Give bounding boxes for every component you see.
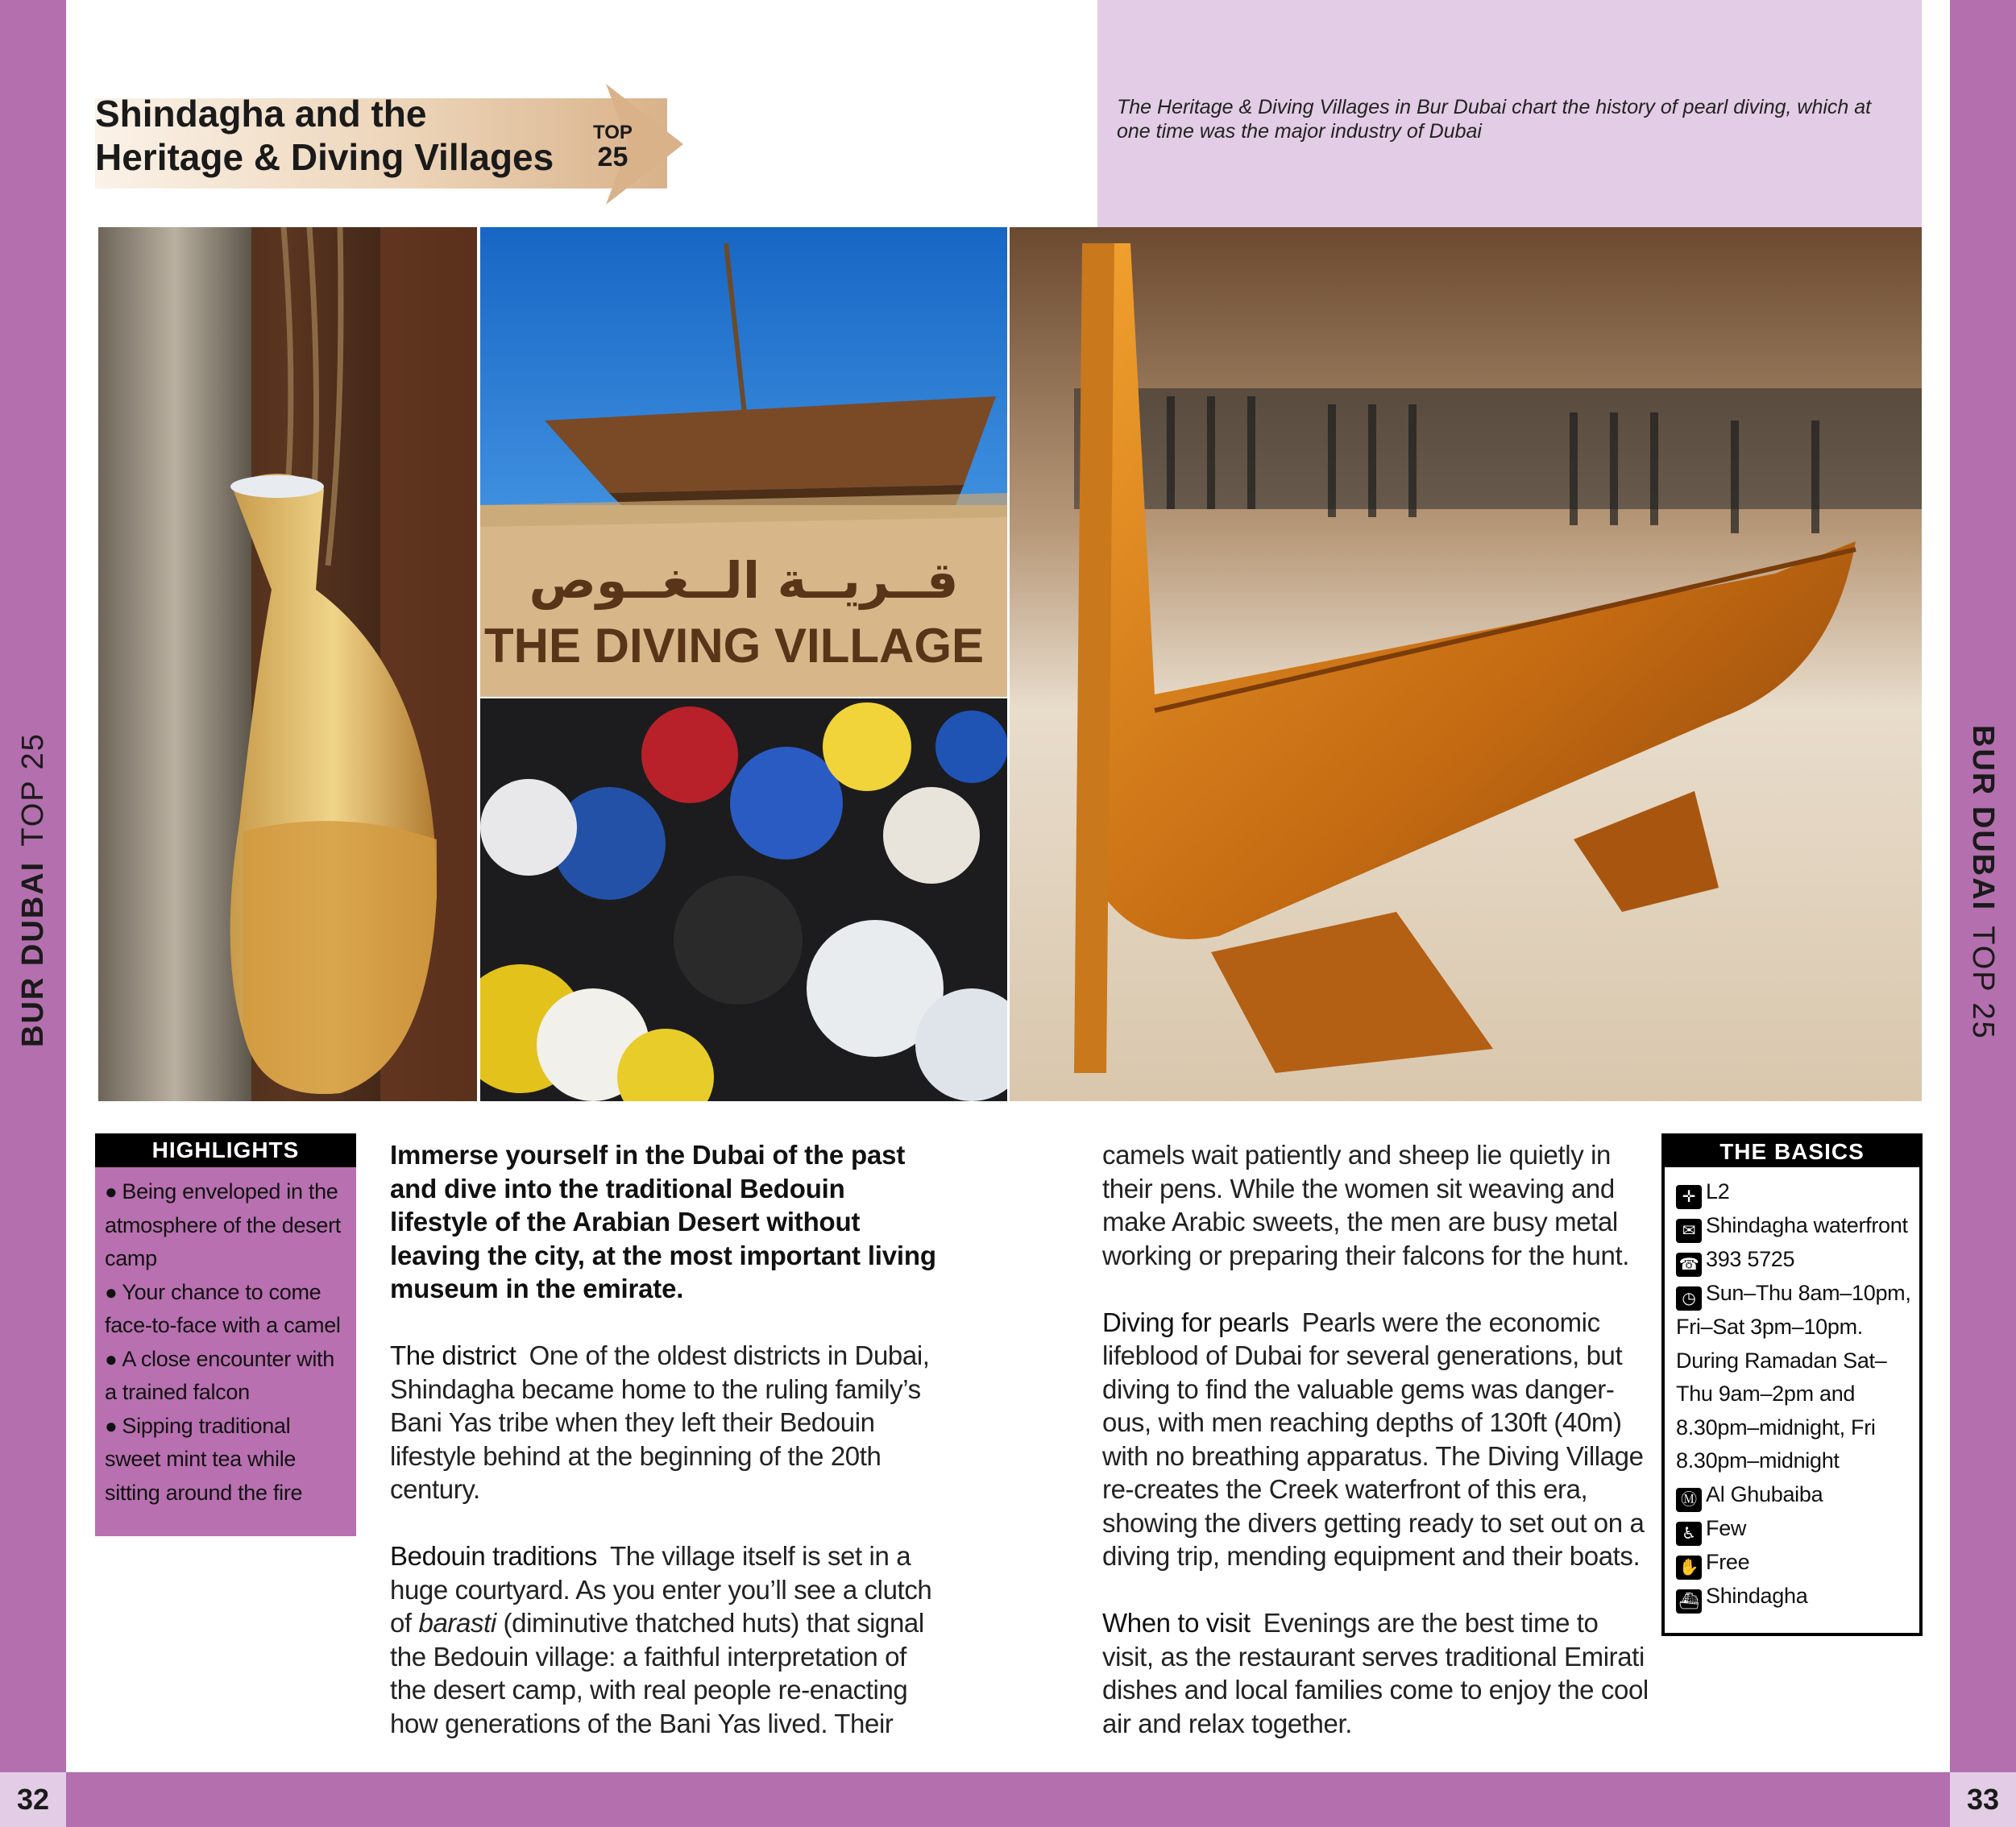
side-label-left-light: TOP 25 (16, 732, 50, 847)
bottom-bar (0, 1772, 2016, 1827)
wheelchair-icon: ♿ (1676, 1522, 1702, 1546)
pearls-body: Pearls were the economic lifeblood of Dubai for several generations, but diving to find the valuable gems was danger-ous, with men reaching depths of 130ft (40m) with no breathing apparatus. The Diving Village re-creates the Creek waterfront of this era, showing the divers getting ready to set out on a diving trip, mending equipment and their boats. (1102, 1307, 1645, 1571)
side-label-left (16, 732, 51, 1047)
basics-item-address (1676, 1209, 1913, 1243)
metro-icon: Ⓜ (1676, 1488, 1702, 1512)
highlights-list (95, 1167, 356, 1510)
article-district (390, 1339, 938, 1506)
pearls-subheading: Diving for pearls (1102, 1307, 1289, 1337)
page-title-line1: Shindagha and the (95, 93, 427, 135)
highlights-heading: HIGHLIGHTS (95, 1133, 356, 1167)
sign-arabic-text: قــريــة الــغــوص (529, 551, 959, 610)
article-lead: Immerse yourself in the Dubai of the past and dive into the traditional Bedouin lifestyle of the Arabian Desert without leaving the city, at the most important living museum in the emirate. (390, 1140, 936, 1303)
highlight-item (105, 1343, 348, 1410)
sign-english-text: THE DIVING VILLAGE (483, 619, 985, 673)
bedouin-body-1: The village itself is set in a huge courtyard. As you enter you’ll see a clutch of (390, 1541, 932, 1638)
article-bedouin (390, 1539, 938, 1740)
basics-item-metro (1676, 1478, 1913, 1512)
top25-badge-top: TOP (593, 122, 633, 143)
basics-heading: THE BASICS (1665, 1137, 1919, 1167)
highlight-item (105, 1175, 348, 1276)
bullet-icon: ● (105, 1279, 118, 1304)
highlight-item (105, 1276, 348, 1343)
basics-item-text: Al Ghubaiba (1706, 1481, 1823, 1506)
highlights-box (95, 1133, 356, 1536)
page-title-line2: Heritage & Diving Villages (95, 136, 554, 178)
bedouin-italic-term: barasti (418, 1608, 496, 1638)
basics-item-text: Sun–Thu 8am–10pm, Fri–Sat 3pm–10pm. During Ramadan Sat–Thu 9am–2pm and 8.30pm–midnight, Fri 8.30pm–midnight (1676, 1281, 1911, 1473)
side-label-left-bold: BUR DUBAI (16, 860, 50, 1047)
photo-diving-village-sign (480, 227, 1007, 697)
bullet-icon: ● (105, 1413, 118, 1438)
phone-icon: ☎ (1676, 1253, 1702, 1277)
basics-item-text: Free (1706, 1549, 1750, 1574)
basics-item-hours (1676, 1277, 1913, 1478)
basics-box (1661, 1133, 1923, 1636)
visit-body: Evenings are the best time to visit, as the restaurant serves traditional Emirati dishes and local families come to enjoy the cool air and relax together. (1102, 1608, 1649, 1738)
side-label-right-light: TOP 25 (1966, 926, 2000, 1040)
basics-item-phone (1676, 1243, 1913, 1277)
basics-item-text: Shindagha (1706, 1583, 1808, 1608)
top25-badge-number: 25 (597, 142, 628, 172)
article-column-2 (1102, 1138, 1650, 1740)
photo-wooden-boat (1010, 227, 1922, 1101)
side-label-right (1965, 725, 2000, 1040)
basics-item-text: Few (1706, 1515, 1747, 1540)
bedouin-body-2: (diminutive thatched huts) that signal the Bedouin village: a faithful interpretation of the desert camp, with real people re-enacting how generations of the Bani Yas lived. Their (390, 1608, 924, 1738)
bullet-icon: ● (105, 1179, 118, 1204)
article-column-1 (390, 1138, 938, 1740)
highlight-item-text: A close encounter with a trained falcon (105, 1346, 334, 1404)
highlight-item-text: Being enveloped in the atmosphere of the desert camp (105, 1179, 341, 1270)
photo-caption: The Heritage & Diving Villages in Bur Dubai chart the history of pearl diving, which at one time was the major industry of Dubai (1117, 96, 1872, 143)
page-number-right: 33 (1950, 1772, 2016, 1827)
page-number-left: 32 (0, 1772, 66, 1827)
visit-subheading: When to visit (1102, 1608, 1251, 1638)
hand-icon: ✋ (1676, 1556, 1702, 1580)
basics-item-map (1676, 1175, 1913, 1209)
highlight-item (105, 1410, 348, 1510)
boat-icon: ⛴ (1676, 1589, 1702, 1614)
side-label-right-bold: BUR DUBAI (1966, 725, 2000, 912)
district-subheading: The district (390, 1340, 516, 1370)
basics-item-text: Shindagha waterfront (1706, 1213, 1908, 1237)
basics-item-text: 393 5725 (1706, 1247, 1795, 1271)
district-body: One of the oldest districts in Dubai, Shindagha became home to the ruling family’s Bani Yas tribe when they left their Bedouin lifestyle behind at the beginning of the 20th century. (390, 1340, 930, 1504)
basics-item-price (1676, 1546, 1913, 1580)
basics-list (1665, 1167, 1919, 1614)
highlight-item-text: Sipping traditional sweet mint tea while sitting around the fire (105, 1413, 303, 1505)
title-banner (95, 84, 667, 187)
bullet-icon: ● (105, 1346, 118, 1371)
photo-clay-jug (98, 227, 477, 1101)
map-grid-icon: ✛ (1676, 1185, 1702, 1209)
article-continued: camels wait patiently and sheep lie quietly in their pens. While the women sit weaving and make Arabic sweets, the men are busy metal working or preparing their falcons for the hunt. (1102, 1140, 1629, 1270)
basics-item-access (1676, 1512, 1913, 1546)
page-title (95, 92, 554, 179)
article-visit (1102, 1606, 1650, 1740)
caption-box (1097, 0, 1922, 227)
basics-item-boat (1676, 1580, 1913, 1614)
photo-diving-tanks (480, 698, 1007, 1101)
top25-badge (593, 121, 633, 172)
clock-icon: ◷ (1676, 1286, 1702, 1311)
bedouin-subheading: Bedouin traditions (390, 1541, 597, 1571)
basics-item-text: L2 (1706, 1179, 1730, 1204)
highlight-item-text: Your chance to come face-to-face with a camel (105, 1279, 341, 1337)
article-pearls (1102, 1306, 1650, 1573)
address-icon: ✉ (1676, 1219, 1702, 1243)
